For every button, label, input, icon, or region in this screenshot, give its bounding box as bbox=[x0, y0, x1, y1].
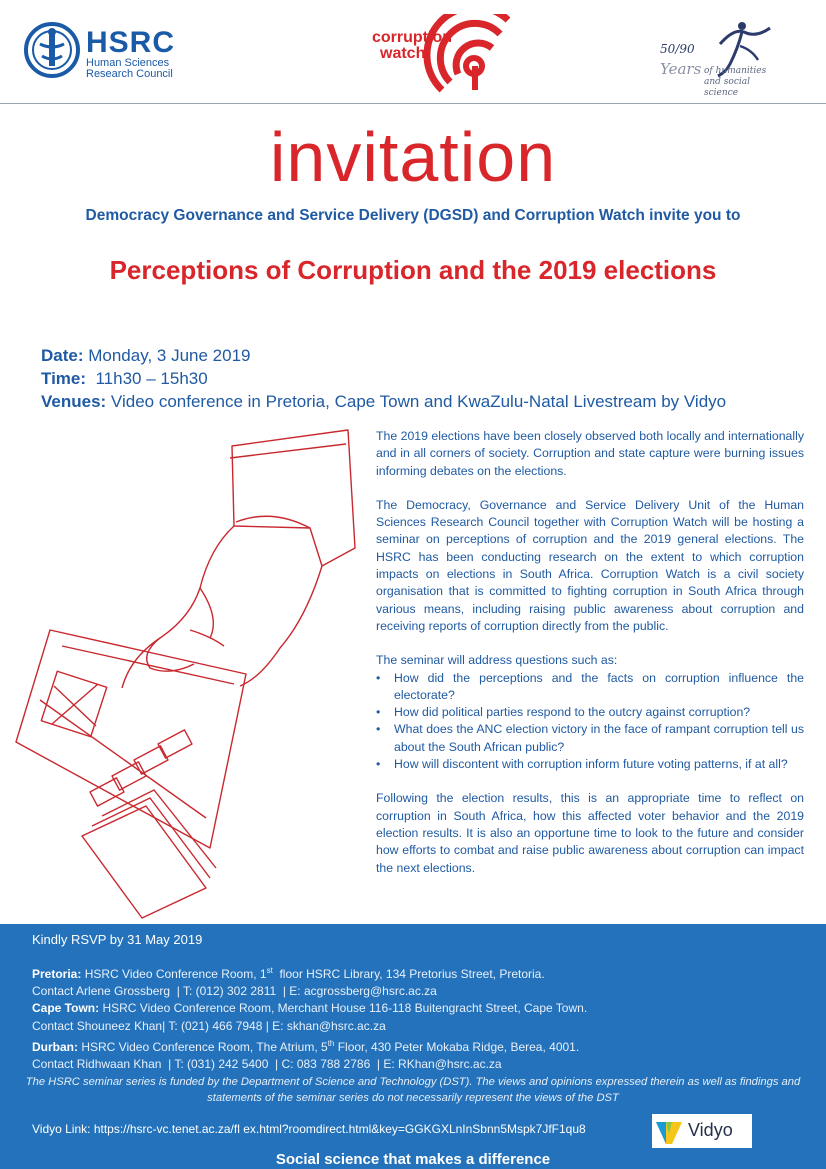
paragraph-seminar: The Democracy, Governance and Service Delivery Unit of the Human Sciences Research Council together with Corruption Watch will be hosting a seminar on perceptions of corruption and the 2019 general elections. The HSRC has been conducting research on the extent to which corruption impacts on elections in South Africa. Corruption Watch is a civil society organisation that is committed to fighting corruption in South Africa through various means, including raising public awareness about corruption and receiving reports of corruption directly from the public. bbox=[376, 497, 804, 633]
invitation-title: invitation bbox=[269, 118, 557, 196]
hand-ballot-icon bbox=[10, 418, 370, 923]
cw-line2: watch bbox=[380, 45, 426, 62]
pretoria-sup: st bbox=[266, 966, 273, 975]
durban-label: Durban: bbox=[32, 1039, 78, 1054]
corruption-watch-logo bbox=[372, 14, 522, 96]
list-item bbox=[376, 756, 804, 773]
hsrc-tagline: Social science that makes a difference bbox=[275, 1151, 551, 1168]
capetown-venue bbox=[32, 1000, 587, 1017]
hsrc-logo bbox=[22, 20, 192, 80]
question-text: What does the ANC election victory in the face of rampant corruption tell us about the South African public? bbox=[394, 722, 804, 754]
venues-row bbox=[41, 390, 726, 413]
intro-line: Democracy Governance and Service Delivery (DGSD) and Corruption Watch invite you to bbox=[85, 207, 741, 224]
paragraph-context: The 2019 elections have been closely observed both locally and internationally and in all corners of society. Corruption and state capture were burning issues informing debates on the elections. bbox=[376, 429, 804, 478]
capetown-venue-text: HSRC Video Conference Room, Merchant House 116-118 Buitengracht Street, Cape Town. bbox=[99, 1001, 588, 1016]
pretoria-venue-text-2: floor HSRC Library, 134 Pretorius Street, Pretoria. bbox=[272, 967, 545, 981]
durban-contact: Contact Ridhwaan Khan | T: (031) 242 5400 | C: 083 788 2786 | E: RKhan@hsrc.ac.za bbox=[32, 1057, 502, 1072]
pretoria-venue bbox=[32, 962, 587, 983]
time-label: Time: bbox=[41, 369, 87, 388]
corruption-watch-wordmark bbox=[372, 30, 452, 62]
time-value: 11h30 – 15h30 bbox=[86, 369, 208, 388]
bullet-icon: • bbox=[376, 705, 381, 720]
venue-contacts bbox=[32, 962, 587, 1073]
event-details bbox=[41, 344, 726, 413]
cw-line1: corruption bbox=[372, 29, 452, 46]
list-item bbox=[376, 721, 804, 756]
ballot-illustration bbox=[10, 418, 370, 923]
venues-label: Venues: bbox=[41, 392, 107, 411]
questions-list bbox=[376, 670, 804, 774]
vidyo-mark-icon bbox=[652, 1114, 686, 1148]
pretoria-label: Pretoria: bbox=[32, 967, 82, 981]
bullet-icon: • bbox=[376, 757, 381, 772]
paragraph-conclusion: Following the election results, this is an appropriate time to reflect on corruption in South Africa, how this affected voter behavior and the 2019 election results. It is also an opportune time to look to the future and consider how efforts to combat and raise public awareness about corruption can impact the next elections. bbox=[376, 791, 804, 875]
hsrc-name: HSRC bbox=[86, 26, 176, 59]
vidyo-link[interactable]: Vidyo Link: https://hsrc-vc.tenet.ac.za/fl ex.html?roomdirect.html&key=GGKGXLnInSbnn5Mspk7JfF1qu8 bbox=[32, 1122, 586, 1136]
funding-disclaimer: The HSRC seminar series is funded by the Department of Science and Technology (DST). The views and opinions expressed therein as well as findings and statements of the seminar series do not necessarily represent the views of the DST bbox=[25, 1076, 801, 1104]
header bbox=[0, 0, 826, 104]
pretoria-venue-text: HSRC Video Conference Room, 1 bbox=[81, 967, 267, 981]
hsrc-line2: Research Council bbox=[86, 68, 173, 80]
date-label: Date: bbox=[41, 346, 84, 365]
bullet-icon: • bbox=[376, 670, 381, 685]
date-row bbox=[41, 344, 726, 367]
hsrc-emblem-icon bbox=[22, 20, 82, 80]
question-text: How will discontent with corruption inform future voting patterns, if at all? bbox=[394, 757, 788, 772]
venues-value: Video conference in Pretoria, Cape Town and KwaZulu-Natal Livestream by Vidyo bbox=[106, 392, 727, 411]
question-text: How did political parties respond to the outcry against corruption? bbox=[394, 705, 751, 720]
body-copy bbox=[376, 428, 804, 894]
footer bbox=[0, 924, 826, 1169]
vidyo-wordmark: Vidyo bbox=[688, 1120, 733, 1140]
questions-intro: The seminar will address questions such as: bbox=[376, 653, 618, 668]
vidyo-logo bbox=[652, 1114, 752, 1148]
capetown-label: Cape Town: bbox=[32, 1001, 100, 1016]
date-value: Monday, 3 June 2019 bbox=[83, 346, 251, 365]
event-title: Perceptions of Corruption and the 2019 elections bbox=[109, 255, 717, 285]
bullet-icon: • bbox=[376, 722, 381, 737]
durban-venue-text-2: Floor, 430 Peter Mokaba Ridge, Berea, 4001. bbox=[334, 1039, 580, 1054]
capetown-contact: Contact Shouneez Khan| T: (021) 466 7948 | E: skhan@hsrc.ac.za bbox=[32, 1018, 386, 1033]
hsrc-line1: Human Sciences bbox=[86, 57, 170, 69]
anniversary-number: 50/90 bbox=[660, 42, 695, 56]
time-row bbox=[41, 367, 726, 390]
hsrc-wordmark bbox=[86, 28, 175, 80]
list-item bbox=[376, 670, 804, 705]
pretoria-contact: Contact Arlene Grossberg | T: (012) 302 2811 | E: acgrossberg@hsrc.ac.za bbox=[32, 984, 437, 999]
anniversary-logo bbox=[660, 20, 790, 98]
durban-venue bbox=[32, 1035, 587, 1056]
question-text: How did the perceptions and the facts on corruption influence the electorate? bbox=[394, 670, 804, 702]
anniversary-tagline: of humanities and social science bbox=[704, 66, 767, 98]
rsvp-deadline: Kindly RSVP by 31 May 2019 bbox=[32, 932, 203, 947]
list-item bbox=[376, 704, 804, 721]
durban-sup: th bbox=[327, 1038, 335, 1048]
durban-venue-text: HSRC Video Conference Room, The Atrium, 5 bbox=[78, 1039, 328, 1054]
anniversary-years: Years bbox=[660, 60, 702, 78]
